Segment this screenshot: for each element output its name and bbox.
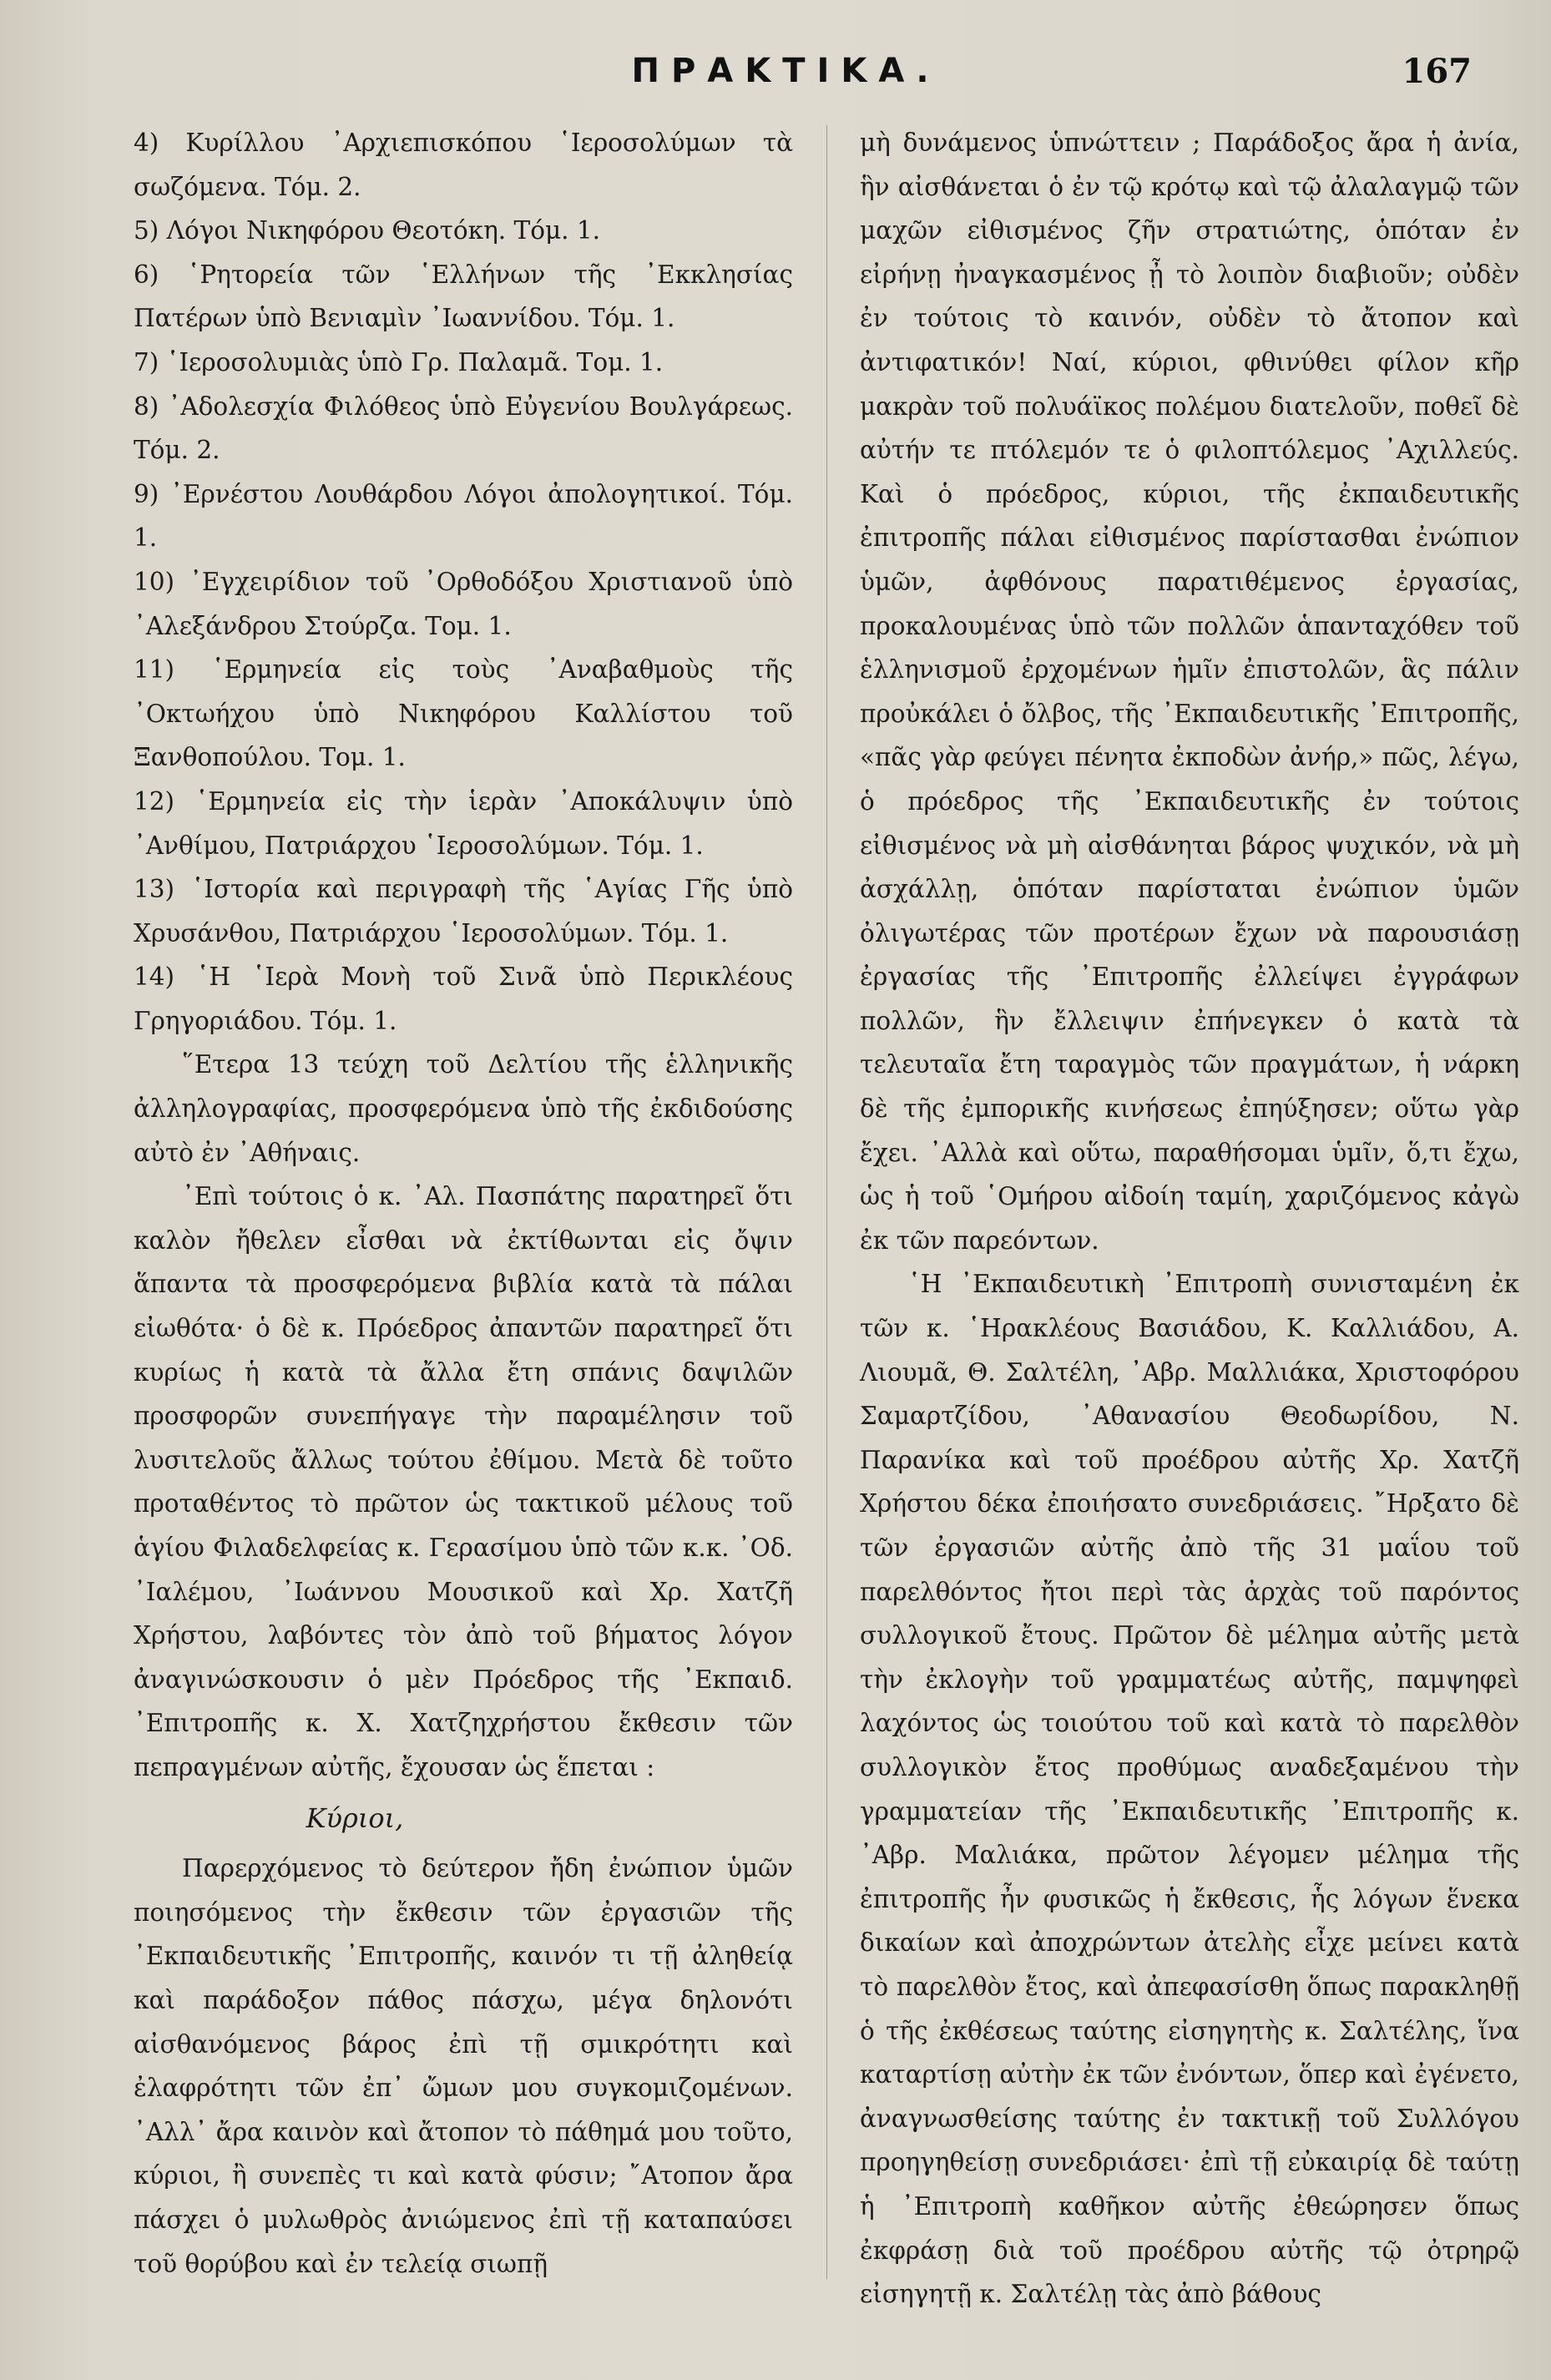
paragraph: Παρερχόμενος τὸ δεύτερον ἤδη ἐνώπιον ὑμῶν ποιησόμενος τὴν ἔκθεσιν τῶν ἐργασιῶν τῆς ᾿Εκπαιδευτικῆς ᾿Επιτροπῆς, καινόν τι τῇ ἀληθείᾳ καὶ παράδοξον πάθος πάσχω, μέγα δηλονότι αἰσθανόμενος βάρος ἐπὶ τῇ σμικρότητι καὶ ἐλαφρότητι τῶν ἐπ᾿ ὤμων μου συγκομιζομένων. ᾿Αλλ᾿ ἄρα καινὸν καὶ ἄτοπον τὸ πάθημά μου τοῦτο, κύριοι, ἢ συνεπὲς τι καὶ κατὰ φύσιν; ῎Ατοπον ἄρα πάσχει ὁ μυλωθρὸς ἀνιώμενος ἐπὶ τῇ καταπαύσει τοῦ θορύβου καὶ ἐν τελείᾳ σιωπῇ [134, 1854, 793, 2278]
paragraph: 10) ᾿Εγχειρίδιον τοῦ ᾿Ορθοδόξου Χριστιανοῦ ὑπὸ ᾿Αλεξάνδρου Στούρζα. Τομ. 1. [134, 567, 793, 640]
running-head: ΠΡΑΚΤΙΚΑ. [631, 52, 941, 90]
paragraph: 11) ῾Ερμηνεία εἰς τοὺς ᾿Αναβαθμοὺς τῆς ᾿Οκτωήχου ὑπὸ Νικηφόρου Καλλίστου τοῦ Ξανθοπούλου. Τομ. 1. [134, 655, 793, 772]
paragraph: ῾Η ᾿Εκπαιδευτικὴ ᾿Επιτροπὴ συνισταμένη ἐκ τῶν κ. ῾Ηρακλέους Βασιάδου, Κ. Καλλιάδου, Α. Λιουμᾶ, Θ. Σαλτέλη, ᾿Αβρ. Μαλλιάκα, Χριστοφόρου Σαμαρτζίδου, ᾿Αθανασίου Θεοδωρίδου, Ν. Παρανίκα καὶ τοῦ προέδρου αὐτῆς Χρ. Χατζῆ Χρήστου δέκα ἐποιήσατο συνεδριάσεις. ῎Ηρξατο δὲ τῶν ἐργασιῶν αὐτῆς ἀπὸ τῆς 31 μαΐου τοῦ παρελθόντος ἤτοι περὶ τὰς ἀρχὰς τοῦ παρόντος συλλογικοῦ ἔτους. Πρῶτον δὲ μέλημα αὐτῆς μετὰ τὴν ἐκλογὴν τοῦ γραμματέως αὐτῆς, παμψηφεὶ λαχόντος ὡς τοιούτου τοῦ καὶ κατὰ τὸ παρελθὸν συλλογικὸν ἔτος προθύμως αναδεξαμένου τὴν γραμματείαν τῆς ᾿Εκπαιδευτικῆς ᾿Επιτροπῆς κ. ᾿Αβρ. Μαλιάκα, πρῶτον λέγομεν μέλημα τῆς ἐπιτροπῆς ἦν φυσικῶς ἡ ἔκθεσις, ἧς λόγων ἕνεκα δικαίων καὶ ἀποχρώντων ἀτελὴς εἶχε μείνει κατὰ τὸ παρελθὸν ἔτος, καὶ ἀπεφασίσθη ὅπως παρακληθῇ ὁ τῆς ἐκθέσεως ταύτης εἰσηγητὴς κ. Σαλτέλης, ἵνα καταρτίσῃ αὐτὴν ἐκ τῶν ἐνόντων, ὅπερ καὶ ἐγένετο, ἀναγνωσθείσης ταύτης ἐν τακτικῇ τοῦ Συλλόγου προηγηθείσῃ συνεδριάσει· ἐπὶ τῇ εὐκαιρίᾳ δὲ ταύτῃ ἡ ᾿Επιτροπὴ καθῆκον αὐτῆς ἐθεώρησεν ὅπως ἐκφράσῃ διὰ τοῦ προέδρου αὐτῆς τῷ ὀτρηρῷ εἰσηγητῇ κ. Σαλτέλῃ τὰς ἀπὸ βάθους [860, 1270, 1519, 2309]
paragraph: 9) ᾿Ερνέστου Λουθάρδου Λόγοι ἀπολογητικοί. Τόμ. 1. [134, 479, 793, 553]
paragraph: μὴ δυνάμενος ὑπνώττειν ; Παράδοξος ἄρα ἡ ἀνία, ἣν αἰσθάνεται ὁ ἐν τῷ κρότῳ καὶ τῷ ἀλαλαγμῷ τῶν μαχῶν εἰθισμένος ζῆν στρατιώτης, ὁπόταν ἐν εἰρήνῃ ἠναγκασμένος ᾖ τὸ λοιπὸν διαβιοῦν; οὐδὲν ἐν τούτοις τὸ καινόν, οὐδὲν τὸ ἄτοπον καὶ ἀντιφατικόν! Ναί, κύριοι, φθινύθει φίλον κῆρ μακρὰν τοῦ πολυάϊκος πολέμου διατελοῦν, ποθεῖ δὲ αὐτήν τε πτόλεμόν τε ὁ φιλοπτόλεμος ᾿Αχιλλεύς. Καὶ ὁ πρόεδρος, κύριοι, τῆς ἐκπαιδευτικῆς ἐπιτροπῆς πάλαι εἰθισμένος παρίστασθαι ἐνώπιον ὑμῶν, ἀφθόνους παρατιθέμενος ἐργασίας, προκαλουμένας ὑπὸ τῶν πολλῶν ἁπανταχόθεν τοῦ ἑλληνισμοῦ ἐρχομένων ἡμῖν ἐπιστολῶν, ἃς πάλιν προὐκάλει ὁ ὄλβος, τῆς ᾿Εκπαιδευτικῆς ᾿Επιτροπῆς, «πᾶς γὰρ φεύγει πένητα ἐκποδὼν ἀνήρ,» πῶς, λέγω, ὁ πρόεδρος τῆς ᾿Εκπαιδευτικῆς ἐν τούτοις εἰθισμένος νὰ μὴ αἰσθάνηται βάρος ψυχικόν, νὰ μὴ ἀσχάλλῃ, ὁπόταν παρίσταται ἐνώπιον ὑμῶν ὀλιγωτέρας τῶν προτέρων ἔχων νὰ παρουσιάσῃ ἐργασίας τῆς ᾿Επιτροπῆς ἐλλείψει ἐγγράφων πολλῶν, ἣν ἔλλειψιν ἐπήνεγκεν ὁ κατὰ τὰ τελευταῖα ἔτη ταραγμὸς τῶν πραγμάτων, ἡ νάρκη δὲ τῆς ἐμπορικῆς κινήσεως ἐπηύξησεν; οὕτω γὰρ ἔχει. ᾿Αλλὰ καὶ οὕτω, παραθήσομαι ὑμῖν, ὅ,τι ἔχω, ὡς ἡ τοῦ ῾Ομήρου αἰδοίη ταμίη, χαριζόμενος κἀγὼ ἐκ τῶν παρεόντων. [860, 129, 1519, 1255]
right-column [860, 121, 1519, 2317]
paragraph: 8) ᾿Αδολεσχία Φιλόθεος ὑπὸ Εὐγενίου Βουλγάρεως. Τόμ. 2. [134, 392, 793, 465]
paragraph: 7) ῾Ιεροσολυμιὰς ὑπὸ Γρ. Παλαμᾶ. Τομ. 1. [134, 347, 664, 376]
column-divider [826, 125, 827, 2279]
paragraph: 4) Κυρίλλου ᾿Αρχιεπισκόπου ῾Ιεροσολύμων τὰ σωζόμενα. Τόμ. 2. [134, 129, 793, 201]
paragraph: 5) Λόγοι Νικηφόρου Θεοτόκη. Τόμ. 1. [134, 216, 601, 245]
page-header [100, 52, 1472, 110]
salutation: Κύριοι, [306, 1801, 404, 1834]
paragraph: 6) ῾Ρητορεία τῶν ῾Ελλήνων τῆς ᾿Εκκλησίας Πατέρων ὑπὸ Βενιαμὶν ᾿Ιωαννίδου. Τόμ. 1. [134, 260, 793, 333]
paragraph: 14) ῾Η ῾Ιερὰ Μονὴ τοῦ Σινᾶ ὑπὸ Περικλέους Γρηγοριάδου. Τόμ. 1. [134, 963, 793, 1035]
left-column [134, 121, 793, 2286]
paragraph: ᾿Επὶ τούτοις ὁ κ. ᾿Αλ. Πασπάτης παρατηρεῖ ὅτι καλὸν ἤθελεν εἶσθαι νὰ ἐκτίθωνται εἰς ὄψιν ἅπαντα τὰ προσφερόμενα βιβλία κατὰ τὰ πάλαι εἰωθότα· ὁ δὲ κ. Πρόεδρος ἀπαντῶν παρατηρεῖ ὅτι κυρίως ἡ κατὰ τὰ ἄλλα ἔτη σπάνις δαψιλῶν προσφορῶν συνεπήγαγε τὴν παραμέλησιν τοῦ λυσιτελοῦς ἄλλως τούτου ἐθίμου. Μετὰ δὲ τοῦτο προταθέντος τὸ πρῶτον ὡς τακτικοῦ μέλους τοῦ ἁγίου Φιλαδελφείας κ. Γερασίμου ὑπὸ τῶν κ.κ. ᾿Οδ. ᾿Ιαλέμου, ᾿Ιωάννου Μουσικοῦ καὶ Χρ. Χατζῆ Χρήστου, λαβόντες τὸν ἀπὸ τοῦ βήματος λόγον ἀναγινώσκουσιν ὁ μὲν Πρόεδρος τῆς ᾿Εκπαιδ. ᾿Επιτροπῆς κ. Χ. Χατζηχρήστου ἔκθεσιν τῶν πεπραγμένων αὐτῆς, ἔχουσαν ὡς ἕπεται : [134, 1182, 793, 1781]
page-number: 167 [1402, 52, 1472, 91]
paragraph: 13) ῾Ιστορία καὶ περιγραφὴ τῆς ῾Αγίας Γῆς ὑπὸ Χρυσάνθου, Πατριάρχου ῾Ιεροσολύμων. Τόμ. 1. [134, 875, 793, 947]
paragraph: ῞Ετερα 13 τεύχη τοῦ Δελτίου τῆς ἑλληνικῆς ἀλληλογραφίας, προσφερόμενα ὑπὸ τῆς ἐκδιδούσης αὐτὸ ἐν ᾿Αθήναις. [134, 1050, 793, 1167]
paragraph: 12) ῾Ερμηνεία εἰς τὴν ἱερὰν ᾿Αποκάλυψιν ὑπὸ ᾿Ανθίμου, Πατριάρχου ῾Ιεροσολύμων. Τόμ. 1. [134, 786, 793, 860]
